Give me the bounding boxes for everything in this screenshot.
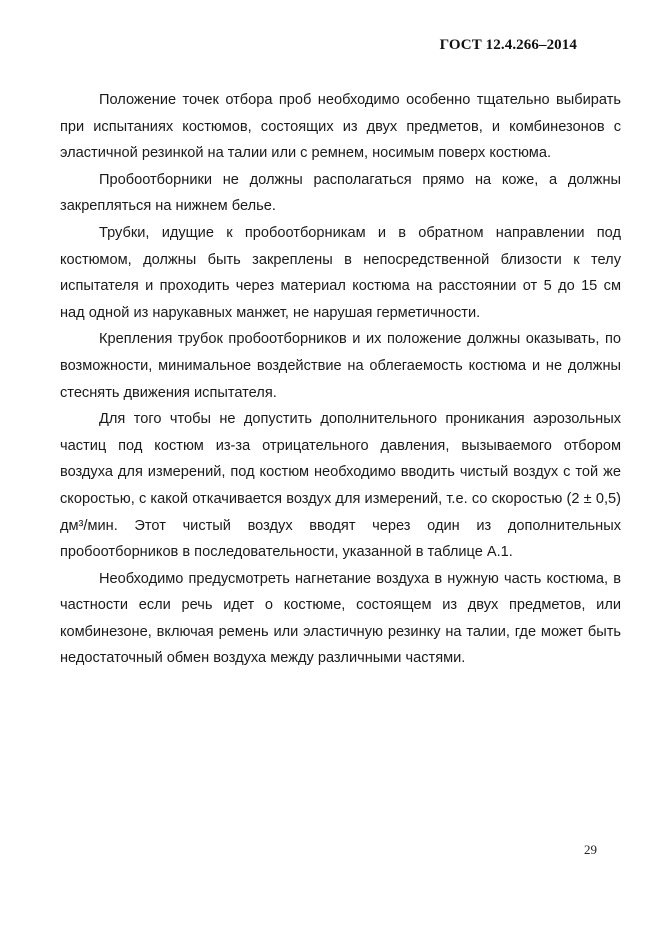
body-text	[60, 87, 621, 672]
paragraph-sampling-points: Положение точек отбора проб необходимо особенно тщательно выбирать при испытаниях костюмов, состоящих из двух предметов, и комбинезонов с эластичной резинкой на талии или с ремнем, носимым поверх костюма.	[60, 92, 621, 162]
paragraph-air-injection: Необходимо предусмотреть нагнетание воздуха в нужную часть костюма, в частности если речь идет о костюме, состоящем из двух предметов, или комбинезоне, включая ремень или эластичную резинку на талии, где может быть недостаточный обмен воздуха между различными частями.	[60, 570, 621, 667]
paragraph-tubes-routing: Трубки, идущие к пробоотборникам и в обратном направлении под костюмом, должны быть закреплены в непосредственной близости к телу испытателя и проходить через материал костюма на расстоянии от 5 до 15 см над одной из нарукавных манжет, не нарушая герметичности.	[60, 224, 621, 321]
page-number: 29	[584, 842, 597, 857]
paragraph-clean-air-supply: Для того чтобы не допустить дополнительного проникания аэрозольных частиц под костюм из-за отрицательного давления, вызываемого отбором воздуха для измерений, под костюм необходимо вводить чистый воздух с той же скоростью, с какой откачивается воздух для измерений, т.е. со скоростью (2 ± 0,5) дм³/мин. Этот чистый воздух вводят через один из дополнительных пробоотборников в последовательности, указанной в таблице А.1.	[60, 411, 621, 561]
paragraph-tube-fastening: Крепления трубок пробоотборников и их положение должны оказывать, по возможности, минимальное воздействие на облегаемость костюма и не должны стеснять движения испытателя.	[60, 331, 621, 401]
standard-code-header: ГОСТ 12.4.266–2014	[439, 37, 577, 53]
paragraph-sampler-placement: Пробоотборники не должны располагаться прямо на коже, а должны закрепляться на нижнем белье.	[60, 171, 621, 215]
